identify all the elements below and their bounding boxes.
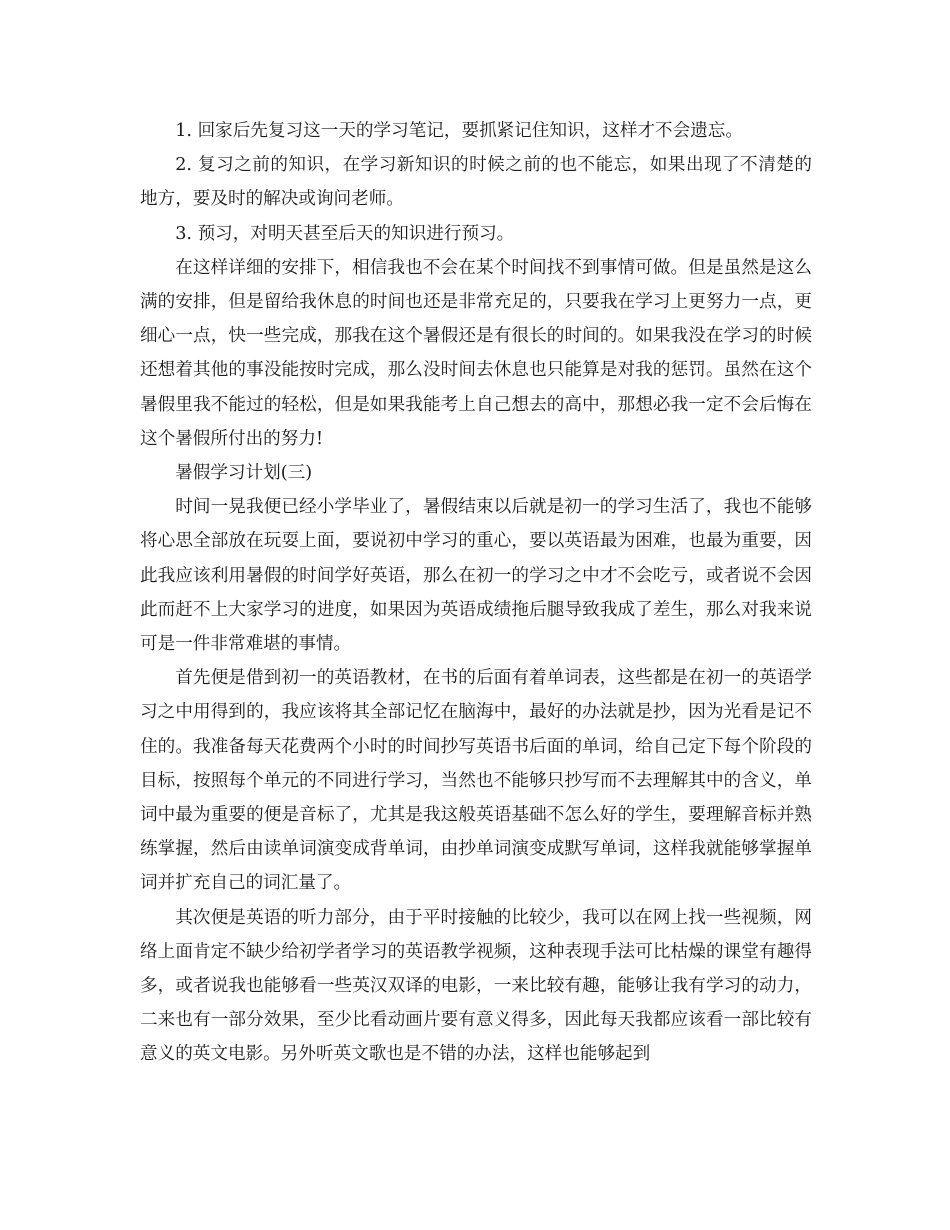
section-heading: 暑假学习计划(三) — [175, 463, 313, 484]
list-item-review-previous: 2. 复习之前的知识，在学习新知识的时候之前的也不能忘，如果出现了不清楚的地方，要及时的解决或询问老师。 — [140, 155, 812, 210]
document-page — [140, 114, 812, 1072]
paragraph-listening: 其次便是英语的听力部分，由于平时接触的比较少，我可以在网上找一些视频，网络上面肯定不缺少给初学者学习的英语教学视频，这种表现手法可比枯燥的课堂有趣得多，或者说我也能够看一些英汉双译的电影，一来比较有趣，能够让我有学习的动力，二来也有一部分效果，至少比看动画片要有意义得多，因此每天我都应该看一部比较有意义的英文电影。另外听英文歌也是不错的办法，这样也能够起到 — [140, 907, 812, 1065]
paragraph-vocabulary: 首先便是借到初一的英语教材，在书的后面有着单词表，这些都是在初一的英语学习之中用得到的，我应该将其全部记忆在脑海中，最好的办法就是抄，因为光看是记不住的。我准备每天花费两个小时的时间抄写英语书后面的单词，给自己定下每个阶段的目标，按照每个单元的不同进行学习，当然也不能够只抄写而不去理解其中的含义，单词中最为重要的便是音标了，尤其是我这般英语基础不怎么好的学生，要理解音标并熟练掌握，然后由读单词演变成背单词，由抄单词演变成默写单词，这样我就能够掌握单词并扩充自己的词汇量了。 — [140, 668, 812, 894]
paragraph-schedule-summary: 在这样详细的安排下，相信我也不会在某个时间找不到事情可做。但是虽然是这么满的安排，但是留给我休息的时间也还是非常充足的，只要我在学习上更努力一点，更细心一点，快一些完成，那我在这个暑假还是有很长的时间的。如果我没在学习的时候还想着其他的事没能按时完成，那么没时间去休息也只能算是对我的惩罚。虽然在这个暑假里我不能过的轻松，但是如果我能考上自己想去的高中，那想必我一定不会后悔在这个暑假所付出的努力! — [140, 257, 812, 449]
paragraph-intro: 时间一晃我便已经小学毕业了，暑假结束以后就是初一的学习生活了，我也不能够将心思全部放在玩耍上面，要说初中学习的重心，要以英语最为困难，也最为重要，因此我应该利用暑假的时间学好英语，那么在初一的学习之中才不会吃亏，或者说不会因此而赶不上大家学习的进度，如果因为英语成绩拖后腿导致我成了差生，那么对我来说可是一件非常难堪的事情。 — [140, 497, 812, 655]
list-item-preview: 3. 预习，对明天甚至后天的知识进行预习。 — [175, 223, 515, 244]
list-item-review-notes: 1. 回家后先复习这一天的学习笔记，要抓紧记住知识，这样才不会遗忘。 — [175, 121, 743, 141]
